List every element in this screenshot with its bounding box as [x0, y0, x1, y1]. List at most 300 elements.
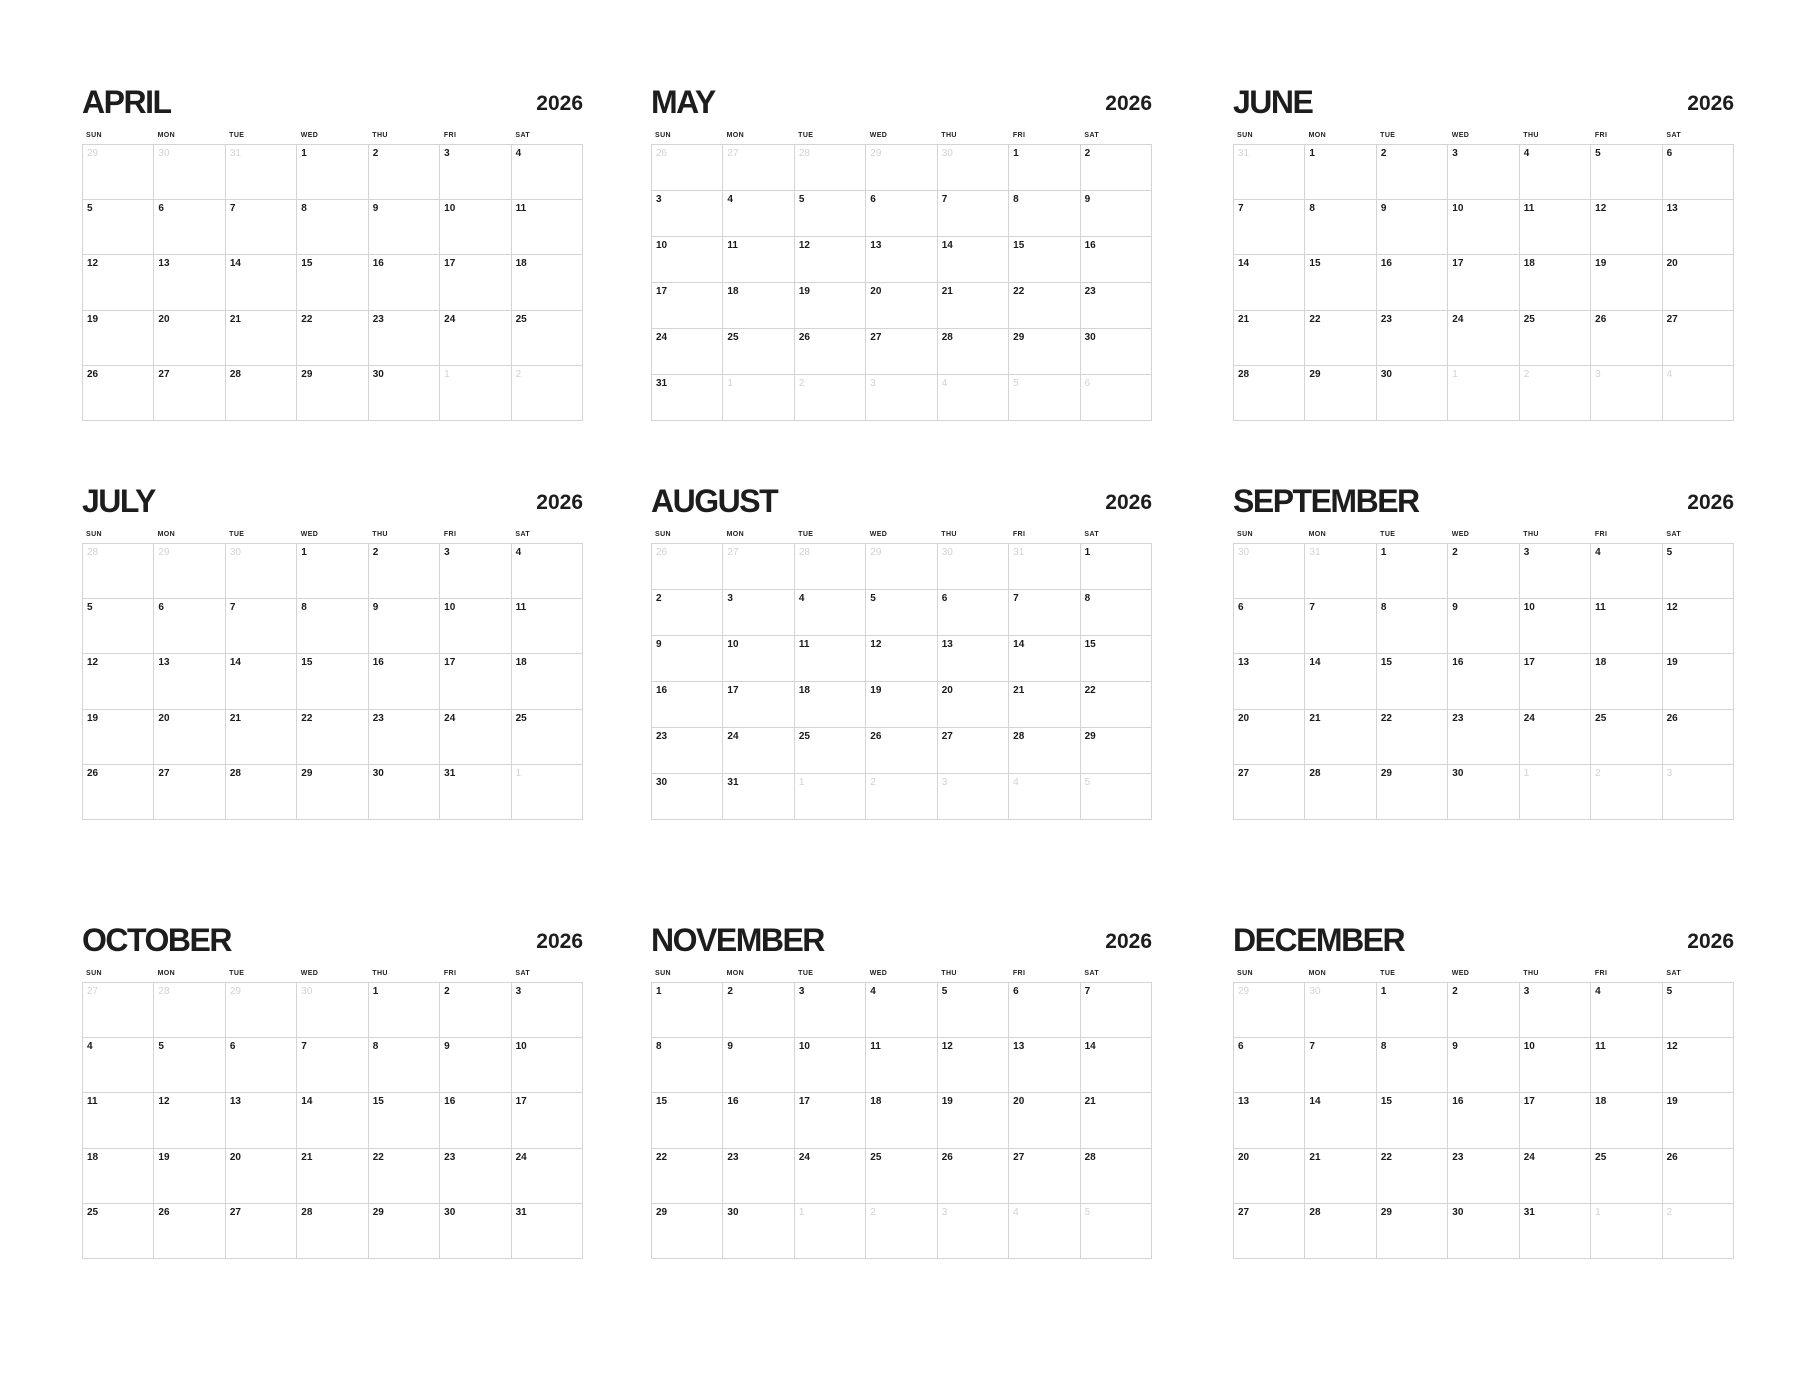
day-cell[interactable]: 29 — [652, 1204, 723, 1259]
day-cell[interactable]: 3 — [1448, 145, 1519, 200]
day-cell-outside-month[interactable]: 1 — [1520, 765, 1591, 820]
day-cell[interactable]: 1 — [1081, 544, 1152, 590]
day-cell-outside-month[interactable]: 26 — [652, 145, 723, 191]
day-cell[interactable]: 18 — [723, 283, 794, 329]
day-cell[interactable]: 8 — [1009, 191, 1080, 237]
day-cell[interactable]: 15 — [1081, 636, 1152, 682]
day-cell[interactable]: 7 — [1081, 983, 1152, 1038]
day-cell[interactable]: 19 — [83, 311, 154, 366]
day-cell[interactable]: 4 — [1591, 983, 1662, 1038]
day-cell[interactable]: 19 — [1663, 654, 1734, 709]
day-cell[interactable]: 4 — [83, 1038, 154, 1093]
day-cell[interactable]: 28 — [1305, 765, 1376, 820]
day-cell[interactable]: 29 — [1081, 728, 1152, 774]
day-cell[interactable]: 3 — [512, 983, 583, 1038]
day-cell[interactable]: 30 — [440, 1204, 511, 1259]
day-cell-outside-month[interactable]: 29 — [866, 544, 937, 590]
day-cell[interactable]: 7 — [226, 599, 297, 654]
day-cell[interactable]: 22 — [1377, 1149, 1448, 1204]
day-cell[interactable]: 27 — [938, 728, 1009, 774]
day-cell[interactable]: 5 — [866, 590, 937, 636]
day-cell[interactable]: 7 — [938, 191, 1009, 237]
day-cell[interactable]: 27 — [154, 765, 225, 820]
day-cell[interactable]: 15 — [1009, 237, 1080, 283]
day-cell[interactable]: 16 — [723, 1093, 794, 1148]
day-cell[interactable]: 19 — [154, 1149, 225, 1204]
day-cell[interactable]: 17 — [512, 1093, 583, 1148]
day-cell[interactable]: 24 — [440, 710, 511, 765]
day-cell[interactable]: 28 — [1305, 1204, 1376, 1259]
day-cell-outside-month[interactable]: 28 — [795, 145, 866, 191]
day-cell[interactable]: 27 — [226, 1204, 297, 1259]
day-cell[interactable]: 6 — [866, 191, 937, 237]
day-cell[interactable]: 23 — [1377, 311, 1448, 366]
day-cell[interactable]: 13 — [1234, 1093, 1305, 1148]
day-cell[interactable]: 8 — [297, 200, 368, 255]
day-cell[interactable]: 8 — [1377, 599, 1448, 654]
day-cell[interactable]: 17 — [440, 654, 511, 709]
day-cell[interactable]: 2 — [1448, 544, 1519, 599]
day-cell[interactable]: 15 — [1377, 1093, 1448, 1148]
day-cell[interactable]: 25 — [1591, 710, 1662, 765]
day-cell[interactable]: 6 — [226, 1038, 297, 1093]
day-cell[interactable]: 20 — [1234, 1149, 1305, 1204]
day-cell[interactable]: 5 — [83, 599, 154, 654]
day-cell[interactable]: 10 — [652, 237, 723, 283]
day-cell[interactable]: 17 — [1520, 654, 1591, 709]
day-cell[interactable]: 10 — [512, 1038, 583, 1093]
day-cell[interactable]: 8 — [1305, 200, 1376, 255]
day-cell[interactable]: 22 — [297, 311, 368, 366]
day-cell[interactable]: 9 — [723, 1038, 794, 1093]
day-cell[interactable]: 9 — [369, 200, 440, 255]
day-cell[interactable]: 27 — [1234, 765, 1305, 820]
day-cell[interactable]: 24 — [652, 329, 723, 375]
day-cell[interactable]: 30 — [369, 366, 440, 421]
day-cell[interactable]: 27 — [1009, 1149, 1080, 1204]
day-cell[interactable]: 1 — [297, 145, 368, 200]
day-cell[interactable]: 6 — [1009, 983, 1080, 1038]
day-cell[interactable]: 10 — [1520, 599, 1591, 654]
day-cell[interactable]: 25 — [866, 1149, 937, 1204]
day-cell[interactable]: 12 — [83, 255, 154, 310]
day-cell-outside-month[interactable]: 30 — [938, 544, 1009, 590]
day-cell-outside-month[interactable]: 3 — [938, 1204, 1009, 1259]
day-cell[interactable]: 29 — [297, 765, 368, 820]
day-cell-outside-month[interactable]: 27 — [723, 145, 794, 191]
day-cell[interactable]: 17 — [1520, 1093, 1591, 1148]
day-cell[interactable]: 15 — [1377, 654, 1448, 709]
day-cell-outside-month[interactable]: 1 — [1448, 366, 1519, 421]
day-cell[interactable]: 28 — [1009, 728, 1080, 774]
day-cell[interactable]: 25 — [1520, 311, 1591, 366]
day-cell[interactable]: 30 — [1448, 1204, 1519, 1259]
day-cell[interactable]: 29 — [1377, 765, 1448, 820]
day-cell[interactable]: 13 — [1234, 654, 1305, 709]
day-cell[interactable]: 19 — [866, 682, 937, 728]
day-cell[interactable]: 12 — [154, 1093, 225, 1148]
day-cell[interactable]: 20 — [226, 1149, 297, 1204]
day-cell[interactable]: 11 — [512, 599, 583, 654]
day-cell[interactable]: 13 — [1663, 200, 1734, 255]
day-cell[interactable]: 3 — [652, 191, 723, 237]
day-cell[interactable]: 3 — [1520, 983, 1591, 1038]
day-cell[interactable]: 23 — [369, 311, 440, 366]
day-cell[interactable]: 16 — [440, 1093, 511, 1148]
day-cell[interactable]: 18 — [83, 1149, 154, 1204]
day-cell[interactable]: 27 — [1234, 1204, 1305, 1259]
day-cell-outside-month[interactable]: 1 — [440, 366, 511, 421]
day-cell-outside-month[interactable]: 3 — [866, 375, 937, 421]
day-cell[interactable]: 20 — [1009, 1093, 1080, 1148]
day-cell[interactable]: 6 — [1234, 1038, 1305, 1093]
day-cell[interactable]: 15 — [652, 1093, 723, 1148]
day-cell-outside-month[interactable]: 27 — [83, 983, 154, 1038]
day-cell[interactable]: 9 — [652, 636, 723, 682]
day-cell[interactable]: 13 — [866, 237, 937, 283]
day-cell[interactable]: 6 — [938, 590, 1009, 636]
day-cell[interactable]: 26 — [938, 1149, 1009, 1204]
day-cell[interactable]: 18 — [866, 1093, 937, 1148]
day-cell[interactable]: 15 — [369, 1093, 440, 1148]
day-cell[interactable]: 14 — [1081, 1038, 1152, 1093]
day-cell[interactable]: 5 — [1663, 983, 1734, 1038]
day-cell[interactable]: 22 — [369, 1149, 440, 1204]
day-cell[interactable]: 29 — [369, 1204, 440, 1259]
day-cell[interactable]: 8 — [369, 1038, 440, 1093]
day-cell[interactable]: 11 — [1520, 200, 1591, 255]
day-cell[interactable]: 15 — [297, 255, 368, 310]
day-cell-outside-month[interactable]: 3 — [1591, 366, 1662, 421]
day-cell[interactable]: 28 — [297, 1204, 368, 1259]
day-cell-outside-month[interactable]: 31 — [1009, 544, 1080, 590]
day-cell[interactable]: 19 — [938, 1093, 1009, 1148]
day-cell[interactable]: 1 — [297, 544, 368, 599]
day-cell[interactable]: 28 — [226, 366, 297, 421]
day-cell[interactable]: 25 — [795, 728, 866, 774]
day-cell[interactable]: 3 — [440, 145, 511, 200]
day-cell[interactable]: 2 — [652, 590, 723, 636]
day-cell-outside-month[interactable]: 4 — [1009, 774, 1080, 820]
day-cell[interactable]: 14 — [1234, 255, 1305, 310]
day-cell[interactable]: 11 — [1591, 1038, 1662, 1093]
day-cell[interactable]: 5 — [1663, 544, 1734, 599]
day-cell-outside-month[interactable]: 1 — [795, 774, 866, 820]
day-cell-outside-month[interactable]: 5 — [1009, 375, 1080, 421]
day-cell[interactable]: 31 — [723, 774, 794, 820]
day-cell[interactable]: 21 — [938, 283, 1009, 329]
day-cell[interactable]: 23 — [1448, 710, 1519, 765]
day-cell[interactable]: 2 — [440, 983, 511, 1038]
day-cell-outside-month[interactable]: 2 — [1591, 765, 1662, 820]
day-cell[interactable]: 9 — [1448, 1038, 1519, 1093]
day-cell[interactable]: 1 — [652, 983, 723, 1038]
day-cell[interactable]: 16 — [1448, 654, 1519, 709]
day-cell[interactable]: 23 — [1448, 1149, 1519, 1204]
day-cell[interactable]: 7 — [1009, 590, 1080, 636]
day-cell[interactable]: 11 — [795, 636, 866, 682]
day-cell-outside-month[interactable]: 6 — [1081, 375, 1152, 421]
day-cell[interactable]: 31 — [440, 765, 511, 820]
day-cell-outside-month[interactable]: 3 — [1663, 765, 1734, 820]
day-cell[interactable]: 12 — [83, 654, 154, 709]
day-cell-outside-month[interactable]: 27 — [723, 544, 794, 590]
day-cell-outside-month[interactable]: 26 — [652, 544, 723, 590]
day-cell[interactable]: 20 — [866, 283, 937, 329]
day-cell[interactable]: 20 — [938, 682, 1009, 728]
day-cell[interactable]: 27 — [866, 329, 937, 375]
day-cell[interactable]: 13 — [1009, 1038, 1080, 1093]
day-cell[interactable]: 18 — [512, 255, 583, 310]
day-cell[interactable]: 5 — [154, 1038, 225, 1093]
day-cell[interactable]: 26 — [795, 329, 866, 375]
day-cell[interactable]: 5 — [938, 983, 1009, 1038]
day-cell[interactable]: 30 — [1081, 329, 1152, 375]
day-cell-outside-month[interactable]: 5 — [1081, 774, 1152, 820]
day-cell[interactable]: 13 — [938, 636, 1009, 682]
day-cell-outside-month[interactable]: 2 — [866, 1204, 937, 1259]
day-cell[interactable]: 30 — [723, 1204, 794, 1259]
day-cell-outside-month[interactable]: 2 — [866, 774, 937, 820]
day-cell[interactable]: 14 — [1305, 1093, 1376, 1148]
day-cell[interactable]: 7 — [226, 200, 297, 255]
day-cell[interactable]: 11 — [1591, 599, 1662, 654]
day-cell[interactable]: 10 — [1520, 1038, 1591, 1093]
day-cell[interactable]: 21 — [1305, 710, 1376, 765]
day-cell[interactable]: 26 — [83, 366, 154, 421]
day-cell[interactable]: 27 — [1663, 311, 1734, 366]
day-cell[interactable]: 28 — [226, 765, 297, 820]
day-cell[interactable]: 16 — [1448, 1093, 1519, 1148]
day-cell[interactable]: 22 — [1009, 283, 1080, 329]
day-cell[interactable]: 10 — [723, 636, 794, 682]
day-cell[interactable]: 8 — [1081, 590, 1152, 636]
day-cell-outside-month[interactable]: 29 — [1234, 983, 1305, 1038]
day-cell[interactable]: 5 — [83, 200, 154, 255]
day-cell-outside-month[interactable]: 30 — [1305, 983, 1376, 1038]
day-cell[interactable]: 9 — [1448, 599, 1519, 654]
day-cell[interactable]: 4 — [1591, 544, 1662, 599]
day-cell[interactable]: 26 — [1591, 311, 1662, 366]
day-cell-outside-month[interactable]: 28 — [795, 544, 866, 590]
day-cell[interactable]: 1 — [1305, 145, 1376, 200]
day-cell[interactable]: 26 — [154, 1204, 225, 1259]
day-cell-outside-month[interactable]: 30 — [1234, 544, 1305, 599]
day-cell[interactable]: 30 — [652, 774, 723, 820]
day-cell[interactable]: 31 — [652, 375, 723, 421]
day-cell[interactable]: 24 — [1448, 311, 1519, 366]
day-cell[interactable]: 7 — [1305, 1038, 1376, 1093]
day-cell[interactable]: 19 — [795, 283, 866, 329]
day-cell[interactable]: 8 — [1377, 1038, 1448, 1093]
day-cell[interactable]: 29 — [1009, 329, 1080, 375]
day-cell-outside-month[interactable]: 30 — [226, 544, 297, 599]
day-cell[interactable]: 22 — [1377, 710, 1448, 765]
day-cell[interactable]: 29 — [1377, 1204, 1448, 1259]
day-cell[interactable]: 20 — [154, 710, 225, 765]
day-cell[interactable]: 17 — [1448, 255, 1519, 310]
day-cell-outside-month[interactable]: 3 — [938, 774, 1009, 820]
day-cell[interactable]: 11 — [83, 1093, 154, 1148]
day-cell[interactable]: 14 — [226, 255, 297, 310]
day-cell[interactable]: 20 — [154, 311, 225, 366]
day-cell[interactable]: 17 — [440, 255, 511, 310]
day-cell[interactable]: 25 — [1591, 1149, 1662, 1204]
day-cell[interactable]: 22 — [1305, 311, 1376, 366]
day-cell[interactable]: 30 — [369, 765, 440, 820]
day-cell[interactable]: 16 — [1377, 255, 1448, 310]
day-cell[interactable]: 21 — [226, 710, 297, 765]
day-cell[interactable]: 2 — [1377, 145, 1448, 200]
day-cell[interactable]: 14 — [226, 654, 297, 709]
day-cell-outside-month[interactable]: 4 — [1009, 1204, 1080, 1259]
day-cell-outside-month[interactable]: 30 — [297, 983, 368, 1038]
day-cell-outside-month[interactable]: 30 — [938, 145, 1009, 191]
day-cell[interactable]: 2 — [369, 145, 440, 200]
day-cell-outside-month[interactable]: 1 — [795, 1204, 866, 1259]
day-cell[interactable]: 29 — [1305, 366, 1376, 421]
day-cell[interactable]: 22 — [297, 710, 368, 765]
day-cell-outside-month[interactable]: 29 — [866, 145, 937, 191]
day-cell[interactable]: 4 — [512, 544, 583, 599]
day-cell[interactable]: 21 — [297, 1149, 368, 1204]
day-cell-outside-month[interactable]: 5 — [1081, 1204, 1152, 1259]
day-cell[interactable]: 10 — [1448, 200, 1519, 255]
day-cell[interactable]: 25 — [512, 311, 583, 366]
day-cell[interactable]: 24 — [723, 728, 794, 774]
day-cell[interactable]: 18 — [1591, 1093, 1662, 1148]
day-cell[interactable]: 9 — [440, 1038, 511, 1093]
day-cell[interactable]: 31 — [512, 1204, 583, 1259]
day-cell-outside-month[interactable]: 31 — [226, 145, 297, 200]
day-cell[interactable]: 4 — [795, 590, 866, 636]
day-cell[interactable]: 10 — [795, 1038, 866, 1093]
day-cell[interactable]: 9 — [1081, 191, 1152, 237]
day-cell[interactable]: 26 — [1663, 710, 1734, 765]
day-cell[interactable]: 16 — [1081, 237, 1152, 283]
day-cell[interactable]: 10 — [440, 599, 511, 654]
day-cell[interactable]: 21 — [1305, 1149, 1376, 1204]
day-cell[interactable]: 23 — [1081, 283, 1152, 329]
day-cell[interactable]: 2 — [1081, 145, 1152, 191]
day-cell-outside-month[interactable]: 2 — [1520, 366, 1591, 421]
day-cell[interactable]: 30 — [1448, 765, 1519, 820]
day-cell[interactable]: 3 — [795, 983, 866, 1038]
day-cell[interactable]: 13 — [226, 1093, 297, 1148]
day-cell[interactable]: 21 — [1234, 311, 1305, 366]
day-cell[interactable]: 28 — [1081, 1149, 1152, 1204]
day-cell[interactable]: 12 — [938, 1038, 1009, 1093]
day-cell[interactable]: 15 — [297, 654, 368, 709]
day-cell[interactable]: 9 — [1377, 200, 1448, 255]
day-cell-outside-month[interactable]: 1 — [1591, 1204, 1662, 1259]
day-cell[interactable]: 25 — [512, 710, 583, 765]
day-cell[interactable]: 19 — [1663, 1093, 1734, 1148]
day-cell[interactable]: 12 — [1663, 599, 1734, 654]
day-cell[interactable]: 5 — [795, 191, 866, 237]
day-cell[interactable]: 4 — [866, 983, 937, 1038]
day-cell[interactable]: 4 — [1520, 145, 1591, 200]
day-cell[interactable]: 11 — [512, 200, 583, 255]
day-cell[interactable]: 7 — [1305, 599, 1376, 654]
day-cell-outside-month[interactable]: 29 — [226, 983, 297, 1038]
day-cell[interactable]: 13 — [154, 255, 225, 310]
day-cell[interactable]: 12 — [1591, 200, 1662, 255]
day-cell-outside-month[interactable]: 4 — [938, 375, 1009, 421]
day-cell[interactable]: 19 — [83, 710, 154, 765]
day-cell[interactable]: 2 — [369, 544, 440, 599]
day-cell[interactable]: 24 — [1520, 710, 1591, 765]
day-cell[interactable]: 25 — [83, 1204, 154, 1259]
day-cell[interactable]: 10 — [440, 200, 511, 255]
day-cell[interactable]: 6 — [1234, 599, 1305, 654]
day-cell[interactable]: 1 — [1377, 544, 1448, 599]
day-cell[interactable]: 28 — [1234, 366, 1305, 421]
day-cell[interactable]: 28 — [938, 329, 1009, 375]
day-cell[interactable]: 17 — [723, 682, 794, 728]
day-cell-outside-month[interactable]: 30 — [154, 145, 225, 200]
day-cell-outside-month[interactable]: 4 — [1663, 366, 1734, 421]
day-cell[interactable]: 16 — [369, 255, 440, 310]
day-cell[interactable]: 24 — [512, 1149, 583, 1204]
day-cell[interactable]: 7 — [297, 1038, 368, 1093]
day-cell[interactable]: 1 — [1009, 145, 1080, 191]
day-cell[interactable]: 21 — [1009, 682, 1080, 728]
day-cell-outside-month[interactable]: 1 — [723, 375, 794, 421]
day-cell-outside-month[interactable]: 31 — [1234, 145, 1305, 200]
day-cell[interactable]: 14 — [1305, 654, 1376, 709]
day-cell[interactable]: 25 — [723, 329, 794, 375]
day-cell[interactable]: 14 — [938, 237, 1009, 283]
day-cell[interactable]: 21 — [226, 311, 297, 366]
day-cell[interactable]: 26 — [866, 728, 937, 774]
day-cell[interactable]: 17 — [652, 283, 723, 329]
day-cell[interactable]: 14 — [1009, 636, 1080, 682]
day-cell[interactable]: 26 — [1663, 1149, 1734, 1204]
day-cell[interactable]: 2 — [723, 983, 794, 1038]
day-cell[interactable]: 21 — [1081, 1093, 1152, 1148]
day-cell[interactable]: 13 — [154, 654, 225, 709]
day-cell[interactable]: 3 — [1520, 544, 1591, 599]
day-cell[interactable]: 23 — [723, 1149, 794, 1204]
day-cell[interactable]: 11 — [866, 1038, 937, 1093]
day-cell-outside-month[interactable]: 29 — [83, 145, 154, 200]
day-cell[interactable]: 12 — [1663, 1038, 1734, 1093]
day-cell[interactable]: 8 — [652, 1038, 723, 1093]
day-cell[interactable]: 16 — [369, 654, 440, 709]
day-cell[interactable]: 18 — [1520, 255, 1591, 310]
day-cell[interactable]: 14 — [297, 1093, 368, 1148]
day-cell[interactable]: 3 — [440, 544, 511, 599]
day-cell[interactable]: 18 — [1591, 654, 1662, 709]
day-cell[interactable]: 20 — [1234, 710, 1305, 765]
day-cell[interactable]: 12 — [866, 636, 937, 682]
day-cell[interactable]: 16 — [652, 682, 723, 728]
day-cell[interactable]: 19 — [1591, 255, 1662, 310]
day-cell[interactable]: 4 — [723, 191, 794, 237]
day-cell[interactable]: 30 — [1377, 366, 1448, 421]
day-cell[interactable]: 8 — [297, 599, 368, 654]
day-cell[interactable]: 27 — [154, 366, 225, 421]
day-cell[interactable]: 24 — [1520, 1149, 1591, 1204]
day-cell[interactable]: 6 — [1663, 145, 1734, 200]
day-cell[interactable]: 24 — [440, 311, 511, 366]
day-cell[interactable]: 5 — [1591, 145, 1662, 200]
day-cell-outside-month[interactable]: 2 — [795, 375, 866, 421]
day-cell[interactable]: 18 — [795, 682, 866, 728]
day-cell[interactable]: 23 — [440, 1149, 511, 1204]
day-cell-outside-month[interactable]: 31 — [1305, 544, 1376, 599]
